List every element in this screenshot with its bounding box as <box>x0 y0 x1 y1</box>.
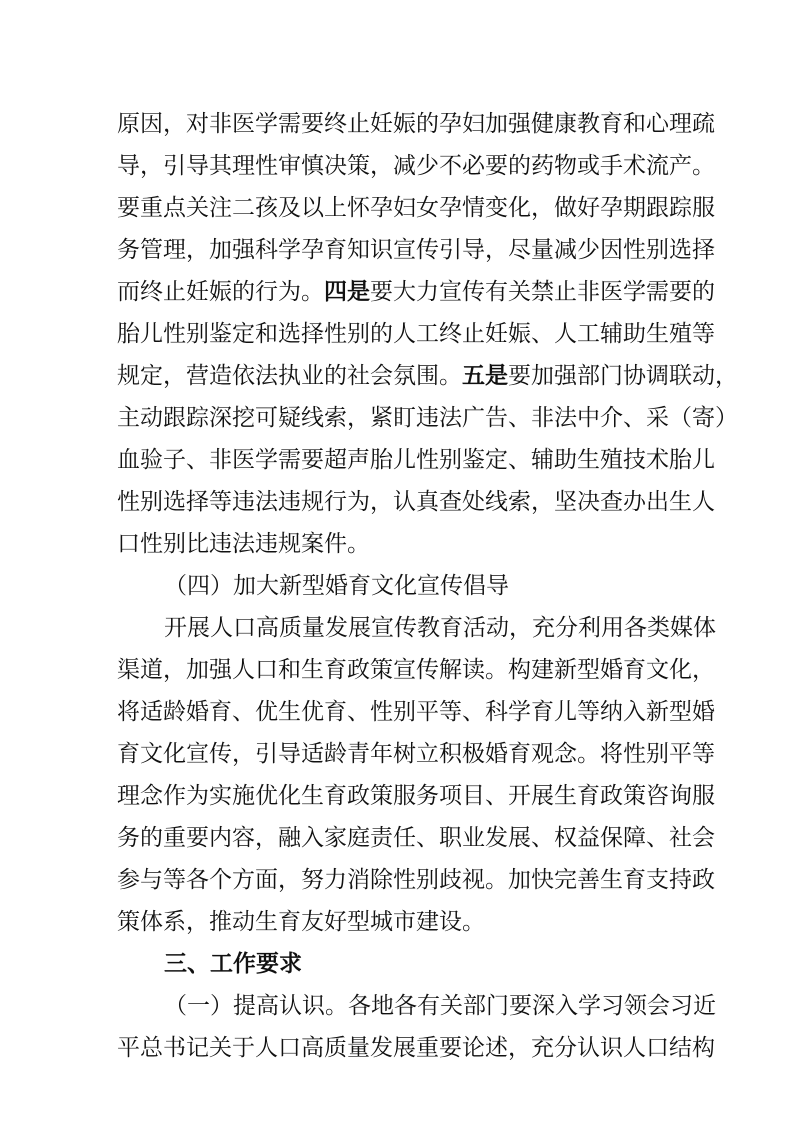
emphasis-five: 五是 <box>462 362 508 389</box>
body-text: 要加强部门协调联动， <box>508 363 738 389</box>
body-line: 性别选择等违法违规行为，认真查处线索，坚决查办出生人 <box>117 489 715 515</box>
body-text: 而终止妊娠的行为。 <box>117 279 324 305</box>
body-line: 理念作为实施优化生育政策服务项目、开展生育政策咨询服 <box>117 783 715 809</box>
emphasis-four: 四是 <box>324 278 370 305</box>
body-line: 务的重要内容，融入家庭责任、职业发展、权益保障、社会 <box>117 825 715 851</box>
body-line: 原因，对非医学需要终止妊娠的孕妇加强健康教育和心理疏 <box>117 111 715 137</box>
body-line: 平总书记关于人口高质量发展重要论述，充分认识人口结构 <box>117 1035 715 1061</box>
body-line: 渠道，加强人口和生育政策宣传解读。构建新型婚育文化， <box>117 657 715 683</box>
body-line: 策体系，推动生育友好型城市建设。 <box>117 909 485 935</box>
body-line: 导，引导其理性审慎决策，减少不必要的药物或手术流产。 <box>117 153 715 179</box>
body-line: 务管理，加强科学孕育知识宣传引导，尽量减少因性别选择 <box>117 237 715 263</box>
body-line: 口性别比违法违规案件。 <box>117 531 370 557</box>
body-line-with-emphasis <box>117 272 715 312</box>
body-text: 规定，营造依法执业的社会氛围。 <box>117 363 462 389</box>
body-line: 血验子、非医学需要超声胎儿性别鉴定、辅助生殖技术胎儿 <box>117 447 715 473</box>
body-line: 将适龄婚育、优生优育、性别平等、科学育儿等纳入新型婚 <box>117 699 715 725</box>
body-line: 胎儿性别鉴定和选择性别的人工终止妊娠、人工辅助生殖等 <box>117 321 715 347</box>
body-line: 育文化宣传，引导适龄青年树立积极婚育观念。将性别平等 <box>117 741 715 767</box>
section-heading: （四）加大新型婚育文化宣传倡导 <box>164 573 509 599</box>
body-line: 要重点关注二孩及以上怀孕妇女孕情变化，做好孕期跟踪服 <box>117 195 715 221</box>
body-line: 主动跟踪深挖可疑线索，紧盯违法广告、非法中介、采（寄） <box>117 405 738 431</box>
body-line: （一）提高认识。各地各有关部门要深入学习领会习近 <box>164 993 716 1019</box>
body-text: 要大力宣传有关禁止非医学需要的 <box>370 279 715 305</box>
body-line: 参与等各个方面，努力消除性别歧视。加快完善生育支持政 <box>117 867 715 893</box>
part-heading: 三、工作要求 <box>164 951 302 977</box>
body-line-with-emphasis <box>117 356 738 396</box>
body-line: 开展人口高质量发展宣传教育活动，充分利用各类媒体 <box>164 615 716 641</box>
